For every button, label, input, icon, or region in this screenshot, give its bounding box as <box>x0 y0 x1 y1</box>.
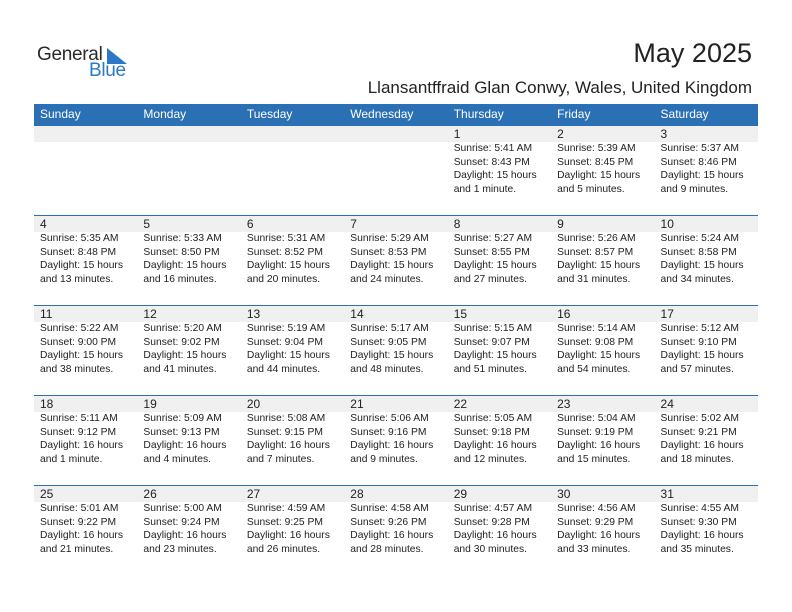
daylight-hours: Daylight: 16 hours <box>40 530 123 542</box>
sunrise-time: Sunrise: 5:05 AM <box>453 413 533 424</box>
calendar-week-row <box>34 485 758 576</box>
day-number: 24 <box>660 397 674 411</box>
daylight-hours: Daylight: 16 hours <box>557 530 641 542</box>
day-number-band <box>344 126 447 142</box>
daylight-hours: Daylight: 16 hours <box>453 530 537 542</box>
sunrise-time: Sunrise: 5:41 AM <box>453 143 533 154</box>
daylight-minutes: and 23 minutes. <box>143 543 217 555</box>
daylight-hours: Daylight: 16 hours <box>246 530 330 542</box>
day-cell <box>34 396 137 486</box>
sunset-time: Sunset: 9:12 PM <box>40 426 117 438</box>
sunset-time: Sunset: 9:02 PM <box>143 336 220 348</box>
sun-info <box>143 502 226 556</box>
daylight-minutes: and 33 minutes. <box>557 543 631 555</box>
sun-info <box>350 322 433 376</box>
day-number-band <box>34 216 137 232</box>
sun-info <box>557 142 640 196</box>
sunrise-time: Sunrise: 5:29 AM <box>350 233 429 244</box>
sunrise-time: Sunrise: 5:33 AM <box>143 233 222 244</box>
day-number: 12 <box>143 307 157 321</box>
sun-info <box>247 322 330 376</box>
sunrise-time: Sunrise: 5:26 AM <box>557 233 636 244</box>
day-number: 17 <box>660 307 674 321</box>
day-cell <box>448 216 551 306</box>
day-number-band <box>448 126 551 142</box>
day-number-band <box>137 216 240 232</box>
day-cell <box>551 306 654 396</box>
page-title: May 2025 <box>633 38 752 68</box>
daylight-hours: Daylight: 15 hours <box>557 260 641 272</box>
day-number: 8 <box>453 217 461 231</box>
daylight-hours: Daylight: 15 hours <box>350 350 434 362</box>
sunrise-time: Sunrise: 4:55 AM <box>660 503 739 514</box>
sun-info <box>557 322 640 376</box>
sunrise-time: Sunrise: 5:04 AM <box>557 413 636 424</box>
weekday-monday: Monday <box>143 107 187 121</box>
day-number: 29 <box>453 487 468 501</box>
daylight-minutes: and 34 minutes. <box>660 273 734 285</box>
day-number: 25 <box>40 487 54 501</box>
day-cell <box>551 126 654 216</box>
day-number: 10 <box>660 217 674 231</box>
empty-day-cell <box>34 126 137 216</box>
daylight-hours: Daylight: 16 hours <box>453 440 537 452</box>
sunset-time: Sunset: 9:21 PM <box>660 426 737 438</box>
sunrise-time: Sunrise: 5:17 AM <box>350 323 429 334</box>
day-cell <box>344 486 447 576</box>
day-cell <box>655 126 758 216</box>
daylight-hours: Daylight: 15 hours <box>246 260 330 272</box>
day-number: 5 <box>143 217 151 231</box>
sunset-time: Sunset: 9:04 PM <box>246 336 323 348</box>
day-cell <box>34 216 137 306</box>
day-number: 11 <box>40 307 53 321</box>
weekday-saturday: Saturday <box>660 107 709 121</box>
sunset-time: Sunset: 8:58 PM <box>660 246 737 258</box>
daylight-minutes: and 57 minutes. <box>660 363 734 375</box>
daylight-minutes: and 5 minutes. <box>557 183 625 195</box>
sun-info <box>247 502 330 556</box>
daylight-minutes: and 9 minutes. <box>660 183 729 195</box>
day-number-band <box>34 126 137 142</box>
sunset-time: Sunset: 9:16 PM <box>350 426 427 438</box>
sun-info <box>247 232 330 286</box>
logo-text-general: General <box>37 44 103 65</box>
sunset-time: Sunset: 9:07 PM <box>453 336 530 348</box>
sunset-time: Sunset: 9:26 PM <box>350 516 427 528</box>
sunset-time: Sunset: 9:22 PM <box>40 516 117 528</box>
sunrise-time: Sunrise: 5:37 AM <box>660 143 739 154</box>
day-number: 14 <box>350 307 364 321</box>
day-number: 31 <box>660 487 674 501</box>
day-number-band <box>551 216 654 232</box>
sunset-time: Sunset: 9:13 PM <box>143 426 220 438</box>
day-cell <box>655 306 758 396</box>
daylight-minutes: and 15 minutes. <box>557 453 631 465</box>
weekday-header <box>34 104 758 125</box>
day-cell <box>551 486 654 576</box>
day-cell <box>448 306 551 396</box>
daylight-minutes: and 41 minutes. <box>143 363 217 375</box>
daylight-minutes: and 48 minutes. <box>350 363 424 375</box>
daylight-minutes: and 38 minutes. <box>40 363 114 375</box>
day-number: 18 <box>40 397 54 411</box>
sun-info <box>143 322 226 376</box>
day-number: 4 <box>40 217 47 231</box>
daylight-hours: Daylight: 16 hours <box>143 530 227 542</box>
sun-info <box>40 412 123 466</box>
sunrise-time: Sunrise: 5:35 AM <box>40 233 119 244</box>
day-cell <box>34 306 137 396</box>
daylight-minutes: and 30 minutes. <box>453 543 527 555</box>
day-cell <box>448 126 551 216</box>
day-number: 23 <box>557 397 571 411</box>
day-cell <box>655 216 758 306</box>
day-number: 3 <box>660 127 668 141</box>
sun-info <box>661 502 744 556</box>
sun-info <box>557 502 640 556</box>
weekday-wednesday: Wednesday <box>350 107 414 121</box>
daylight-hours: Daylight: 15 hours <box>453 170 537 182</box>
sun-info <box>557 412 640 466</box>
calendar-week-row <box>34 125 758 216</box>
day-number: 13 <box>246 307 261 321</box>
calendar-week-row <box>34 215 758 306</box>
daylight-hours: Daylight: 15 hours <box>246 350 330 362</box>
day-cell <box>551 396 654 486</box>
daylight-minutes: and 24 minutes. <box>350 273 424 285</box>
daylight-minutes: and 9 minutes. <box>350 453 418 465</box>
sun-info <box>661 412 744 466</box>
sunset-time: Sunset: 8:50 PM <box>143 246 220 258</box>
daylight-hours: Daylight: 16 hours <box>350 530 434 542</box>
daylight-minutes: and 26 minutes. <box>246 543 321 555</box>
day-number-band <box>241 126 344 142</box>
calendar-week-row <box>34 395 758 486</box>
weekday-tuesday: Tuesday <box>246 107 293 121</box>
daylight-minutes: and 1 minute. <box>453 183 517 195</box>
daylight-minutes: and 18 minutes. <box>660 453 734 465</box>
sun-info <box>661 232 744 286</box>
day-number-band <box>551 126 654 142</box>
sunrise-time: Sunrise: 4:57 AM <box>453 503 533 514</box>
day-cell <box>241 306 344 396</box>
sunset-time: Sunset: 9:28 PM <box>453 516 530 528</box>
daylight-minutes: and 7 minutes. <box>246 453 315 465</box>
sunrise-time: Sunrise: 5:39 AM <box>557 143 636 154</box>
day-number-band <box>655 126 758 142</box>
daylight-hours: Daylight: 15 hours <box>453 260 537 272</box>
sunrise-time: Sunrise: 5:20 AM <box>143 323 222 334</box>
day-number: 30 <box>557 487 571 501</box>
sun-info <box>40 232 123 286</box>
day-cell <box>137 216 240 306</box>
day-number-band <box>241 216 344 232</box>
sun-info <box>454 322 537 376</box>
day-number-band <box>344 216 447 232</box>
sunrise-time: Sunrise: 5:19 AM <box>246 323 326 334</box>
daylight-minutes: and 12 minutes. <box>453 453 527 465</box>
sunrise-time: Sunrise: 5:24 AM <box>660 233 739 244</box>
daylight-hours: Daylight: 15 hours <box>350 260 434 272</box>
empty-day-cell <box>137 126 240 216</box>
sun-info <box>40 502 123 556</box>
daylight-minutes: and 20 minutes. <box>246 273 321 285</box>
sunset-time: Sunset: 9:18 PM <box>453 426 530 438</box>
weekday-thursday: Thursday <box>453 107 504 121</box>
daylight-minutes: and 54 minutes. <box>557 363 631 375</box>
sun-info <box>454 502 537 556</box>
daylight-hours: Daylight: 15 hours <box>453 350 537 362</box>
daylight-hours: Daylight: 15 hours <box>40 260 123 272</box>
location-subtitle: Llansantffraid Glan Conwy, Wales, United Kingdom <box>367 78 752 97</box>
sunset-time: Sunset: 9:05 PM <box>350 336 427 348</box>
day-number-band <box>448 216 551 232</box>
daylight-hours: Daylight: 16 hours <box>350 440 434 452</box>
logo-text-blue: Blue <box>89 60 126 81</box>
sunset-time: Sunset: 8:43 PM <box>453 156 530 168</box>
day-cell <box>344 396 447 486</box>
day-cell <box>448 396 551 486</box>
sunset-time: Sunset: 9:15 PM <box>246 426 323 438</box>
daylight-hours: Daylight: 15 hours <box>143 260 227 272</box>
sun-info <box>350 502 433 556</box>
daylight-minutes: and 1 minute. <box>40 453 103 465</box>
sunset-time: Sunset: 8:48 PM <box>40 246 117 258</box>
weekday-sunday: Sunday <box>40 107 81 121</box>
daylight-minutes: and 31 minutes. <box>557 273 631 285</box>
day-cell <box>241 396 344 486</box>
sunset-time: Sunset: 8:53 PM <box>350 246 427 258</box>
sun-info <box>661 142 744 196</box>
sunset-time: Sunset: 9:19 PM <box>557 426 634 438</box>
daylight-minutes: and 51 minutes. <box>453 363 527 375</box>
daylight-minutes: and 21 minutes. <box>40 543 114 555</box>
day-number: 21 <box>350 397 364 411</box>
daylight-hours: Daylight: 16 hours <box>246 440 330 452</box>
day-number: 27 <box>246 487 261 501</box>
day-cell <box>448 486 551 576</box>
sunrise-time: Sunrise: 5:27 AM <box>453 233 533 244</box>
day-number: 1 <box>453 127 461 141</box>
day-number: 28 <box>350 487 364 501</box>
sunrise-time: Sunrise: 4:58 AM <box>350 503 429 514</box>
sunset-time: Sunset: 9:30 PM <box>660 516 737 528</box>
brand-logo <box>37 44 137 80</box>
day-number: 9 <box>557 217 564 231</box>
sun-info <box>661 322 744 376</box>
daylight-minutes: and 4 minutes. <box>143 453 211 465</box>
sun-info <box>350 412 433 466</box>
sunrise-time: Sunrise: 5:11 AM <box>40 413 118 424</box>
empty-day-cell <box>241 126 344 216</box>
weekday-friday: Friday <box>557 107 591 121</box>
sunset-time: Sunset: 9:25 PM <box>246 516 323 528</box>
day-number: 19 <box>143 397 157 411</box>
daylight-hours: Daylight: 16 hours <box>40 440 123 452</box>
daylight-hours: Daylight: 16 hours <box>143 440 227 452</box>
daylight-hours: Daylight: 16 hours <box>660 530 744 542</box>
day-number: 26 <box>143 487 157 501</box>
daylight-minutes: and 27 minutes. <box>453 273 527 285</box>
daylight-minutes: and 28 minutes. <box>350 543 424 555</box>
sunrise-time: Sunrise: 5:08 AM <box>246 413 326 424</box>
daylight-hours: Daylight: 15 hours <box>143 350 227 362</box>
sun-info <box>143 412 226 466</box>
calendar-week-row <box>34 305 758 396</box>
daylight-minutes: and 35 minutes. <box>660 543 734 555</box>
sun-info <box>350 232 433 286</box>
sunrise-time: Sunrise: 5:12 AM <box>660 323 739 334</box>
sunrise-time: Sunrise: 4:56 AM <box>557 503 636 514</box>
sunset-time: Sunset: 8:52 PM <box>246 246 323 258</box>
day-cell <box>34 486 137 576</box>
sun-info <box>40 322 123 376</box>
daylight-hours: Daylight: 15 hours <box>40 350 123 362</box>
day-cell <box>551 216 654 306</box>
daylight-minutes: and 44 minutes. <box>246 363 321 375</box>
sunset-time: Sunset: 8:57 PM <box>557 246 634 258</box>
sunrise-time: Sunrise: 4:59 AM <box>246 503 326 514</box>
daylight-hours: Daylight: 16 hours <box>660 440 744 452</box>
sunrise-time: Sunrise: 5:02 AM <box>660 413 739 424</box>
day-number: 6 <box>246 217 254 231</box>
sunrise-time: Sunrise: 5:22 AM <box>40 323 119 334</box>
sun-info <box>557 232 640 286</box>
sun-info <box>454 142 537 196</box>
day-number: 15 <box>453 307 468 321</box>
sun-info <box>247 412 330 466</box>
sun-info <box>454 412 537 466</box>
day-number: 22 <box>453 397 468 411</box>
sunrise-time: Sunrise: 5:01 AM <box>40 503 119 514</box>
sunset-time: Sunset: 8:46 PM <box>660 156 737 168</box>
sunrise-time: Sunrise: 5:31 AM <box>246 233 326 244</box>
day-cell <box>655 486 758 576</box>
day-cell <box>241 486 344 576</box>
day-number: 7 <box>350 217 357 231</box>
sunrise-time: Sunrise: 5:14 AM <box>557 323 636 334</box>
day-number: 20 <box>246 397 261 411</box>
daylight-hours: Daylight: 15 hours <box>660 170 744 182</box>
daylight-hours: Daylight: 15 hours <box>660 350 744 362</box>
day-number: 16 <box>557 307 571 321</box>
sunset-time: Sunset: 9:29 PM <box>557 516 634 528</box>
day-cell <box>344 306 447 396</box>
sunrise-time: Sunrise: 5:00 AM <box>143 503 222 514</box>
day-number-band <box>137 126 240 142</box>
daylight-minutes: and 16 minutes. <box>143 273 217 285</box>
sunset-time: Sunset: 9:24 PM <box>143 516 220 528</box>
day-cell <box>137 306 240 396</box>
sunset-time: Sunset: 9:10 PM <box>660 336 737 348</box>
day-cell <box>344 216 447 306</box>
day-cell <box>137 486 240 576</box>
day-cell <box>137 396 240 486</box>
daylight-hours: Daylight: 15 hours <box>557 350 641 362</box>
day-cell <box>241 216 344 306</box>
empty-day-cell <box>344 126 447 216</box>
sun-info <box>454 232 537 286</box>
sunrise-time: Sunrise: 5:09 AM <box>143 413 222 424</box>
daylight-hours: Daylight: 15 hours <box>557 170 641 182</box>
sunrise-time: Sunrise: 5:15 AM <box>453 323 533 334</box>
sunset-time: Sunset: 8:55 PM <box>453 246 530 258</box>
sunset-time: Sunset: 8:45 PM <box>557 156 634 168</box>
daylight-minutes: and 13 minutes. <box>40 273 114 285</box>
day-number: 2 <box>557 127 564 141</box>
sunrise-time: Sunrise: 5:06 AM <box>350 413 429 424</box>
daylight-hours: Daylight: 15 hours <box>660 260 744 272</box>
day-cell <box>655 396 758 486</box>
sun-info <box>143 232 226 286</box>
sunset-time: Sunset: 9:08 PM <box>557 336 634 348</box>
sunset-time: Sunset: 9:00 PM <box>40 336 117 348</box>
daylight-hours: Daylight: 16 hours <box>557 440 641 452</box>
